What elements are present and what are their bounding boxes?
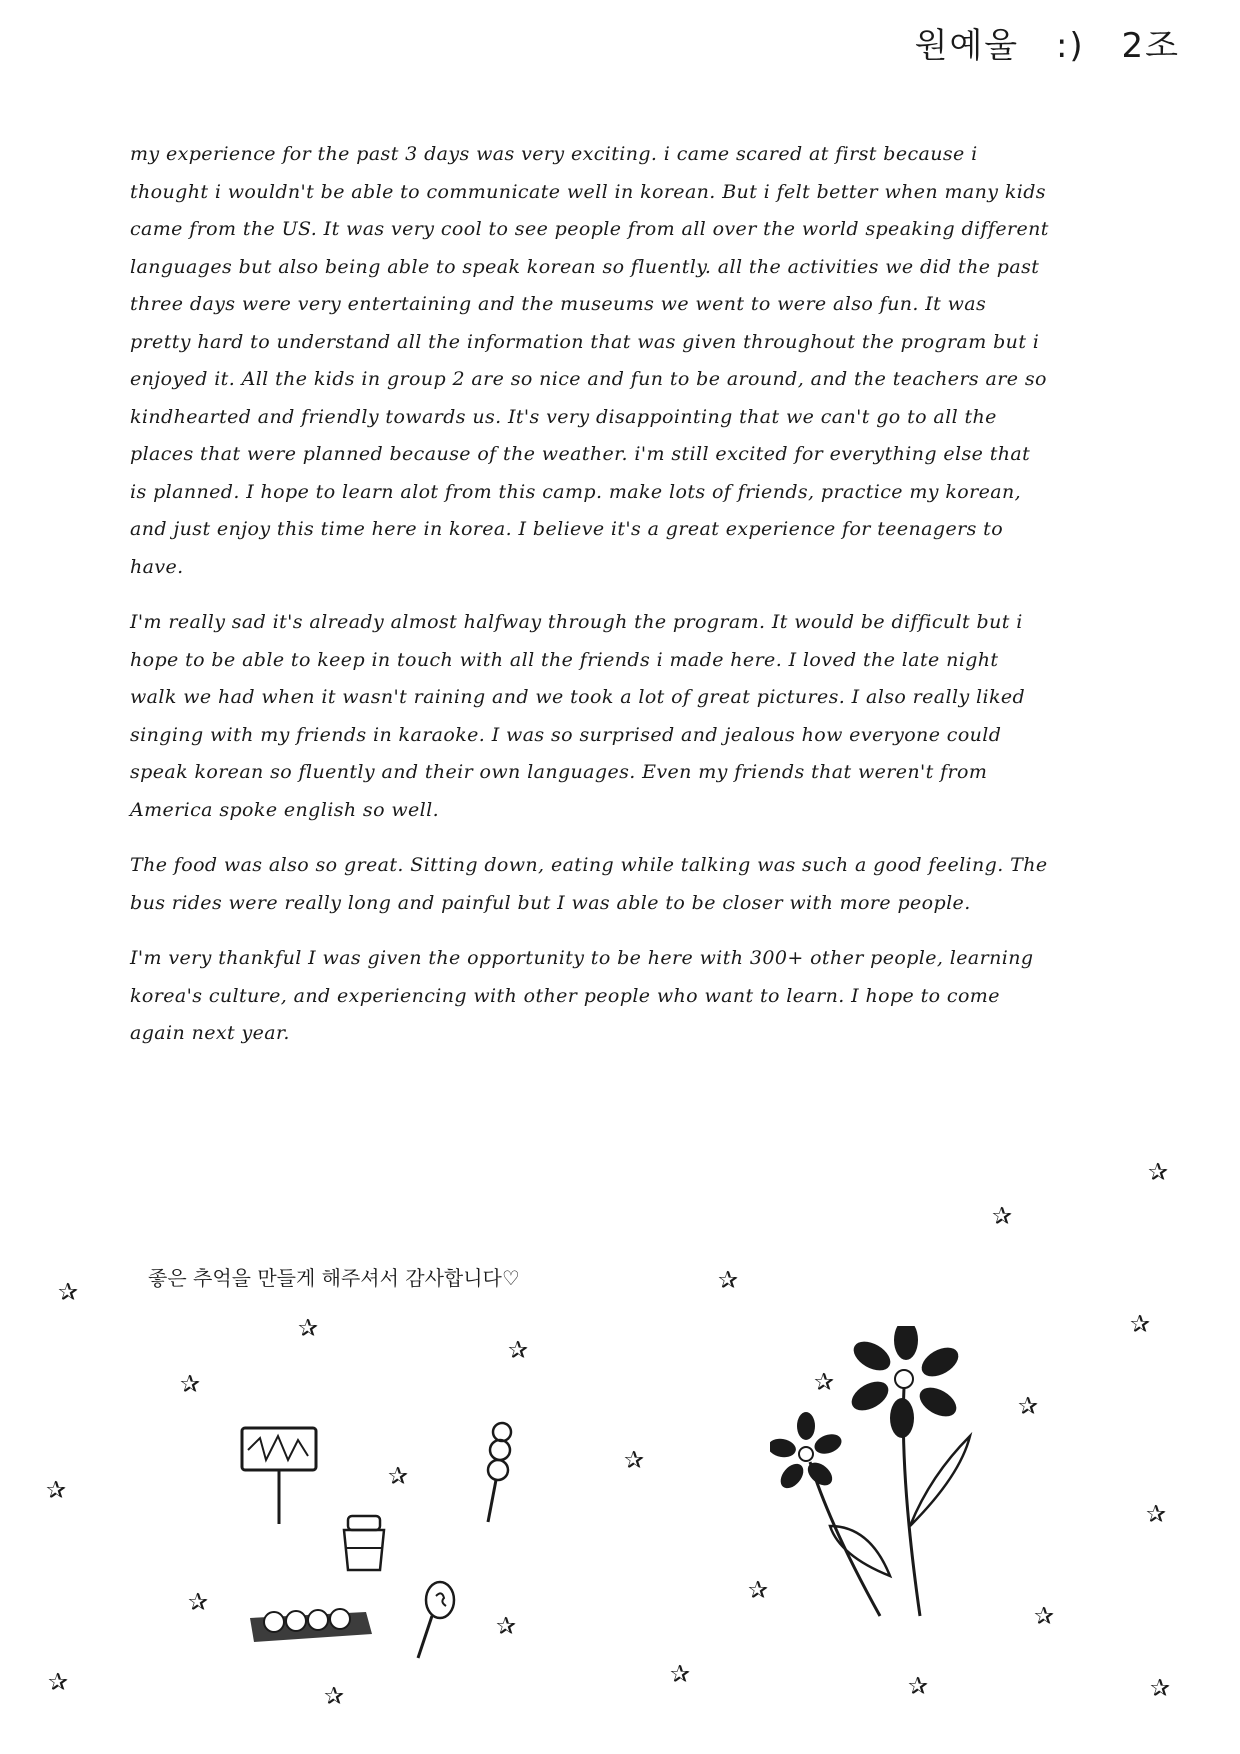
star-icon: ✰ xyxy=(1148,1158,1169,1186)
letter-body xyxy=(130,136,1050,1071)
smiley-doodle: :) xyxy=(1055,26,1085,66)
star-icon: ✰ xyxy=(180,1370,201,1398)
star-icon: ✰ xyxy=(908,1672,929,1700)
star-icon: ✰ xyxy=(388,1462,409,1490)
paragraph: The food was also so great. Sitting down, eating while talking was such a good feeling. The bus rides were really long and painful but I was able to be closer with more people. xyxy=(130,854,1048,914)
star-icon: ✰ xyxy=(1150,1674,1171,1702)
sign-icon xyxy=(236,1420,326,1530)
star-icon: ✰ xyxy=(992,1202,1013,1230)
star-icon: ✰ xyxy=(46,1476,67,1504)
closing-line: 좋은 추억을 만들게 해주셔서 감사합니다♡ xyxy=(148,1266,520,1290)
cup-icon xyxy=(336,1510,396,1580)
paragraph: I'm very thankful I was given the opportunity to be here with 300+ other people, learning korea's culture, and experiencing with other people who want to learn. I hope to come again next year. xyxy=(130,947,1034,1044)
group-label: 2조 xyxy=(1121,26,1180,66)
star-icon: ✰ xyxy=(48,1668,69,1696)
star-icon: ✰ xyxy=(188,1588,209,1616)
flower-icon xyxy=(770,1326,1030,1626)
star-icon: ✰ xyxy=(624,1446,645,1474)
star-icon: ✰ xyxy=(1146,1500,1167,1528)
gimbap-icon xyxy=(246,1598,376,1648)
star-icon: ✰ xyxy=(298,1314,319,1342)
star-icon: ✰ xyxy=(496,1612,517,1640)
paragraph: my experience for the past 3 days was very exciting. i came scared at first because i thought i wouldn't be able to communicate well in korean. But i felt better when many kids came from the US. It was very cool to see people from all over the world speaking different languages but also being able to speak korean so fluently. all the activities we did the past three days were very entertaining and the museums we went to were also fun. It was pretty hard to understand all the information that was given throughout the program but i enjoyed it. All the kids in group 2 are so nice and fun to be around, and the teachers are so kindhearted and friendly towards us. It's very disappointing that we can't go to all the places that were planned because of the weather. i'm still excited for everything else that is planned. I hope to learn alot from this camp. make lots of friends, practice my korean, and just enjoy this time here in korea. I believe it's a great experience for teenagers to have. xyxy=(130,143,1049,578)
drumstick-icon xyxy=(404,1578,464,1668)
star-icon: ✰ xyxy=(1130,1310,1151,1338)
star-icon: ✰ xyxy=(508,1336,529,1364)
star-icon: ✰ xyxy=(58,1278,79,1306)
star-icon: ✰ xyxy=(1034,1602,1055,1630)
skewer-icon xyxy=(470,1418,530,1528)
paragraph: I'm really sad it's already almost halfway through the program. It would be difficult but i hope to be able to keep in touch with all the friends i made here. I loved the late night walk we had when it wasn't raining and we took a lot of great pictures. I also really liked singing with my friends in karaoke. I was so surprised and jealous how everyone could speak korean so fluently and their own languages. Even my friends that weren't from America spoke english so well. xyxy=(130,611,1026,821)
header xyxy=(891,18,1180,67)
star-icon: ✰ xyxy=(1018,1392,1039,1420)
author-name: 원예울 xyxy=(914,26,1020,66)
star-icon: ✰ xyxy=(324,1682,345,1710)
star-icon: ✰ xyxy=(718,1266,739,1294)
star-icon: ✰ xyxy=(748,1576,769,1604)
star-icon: ✰ xyxy=(814,1368,835,1396)
star-icon: ✰ xyxy=(670,1660,691,1688)
